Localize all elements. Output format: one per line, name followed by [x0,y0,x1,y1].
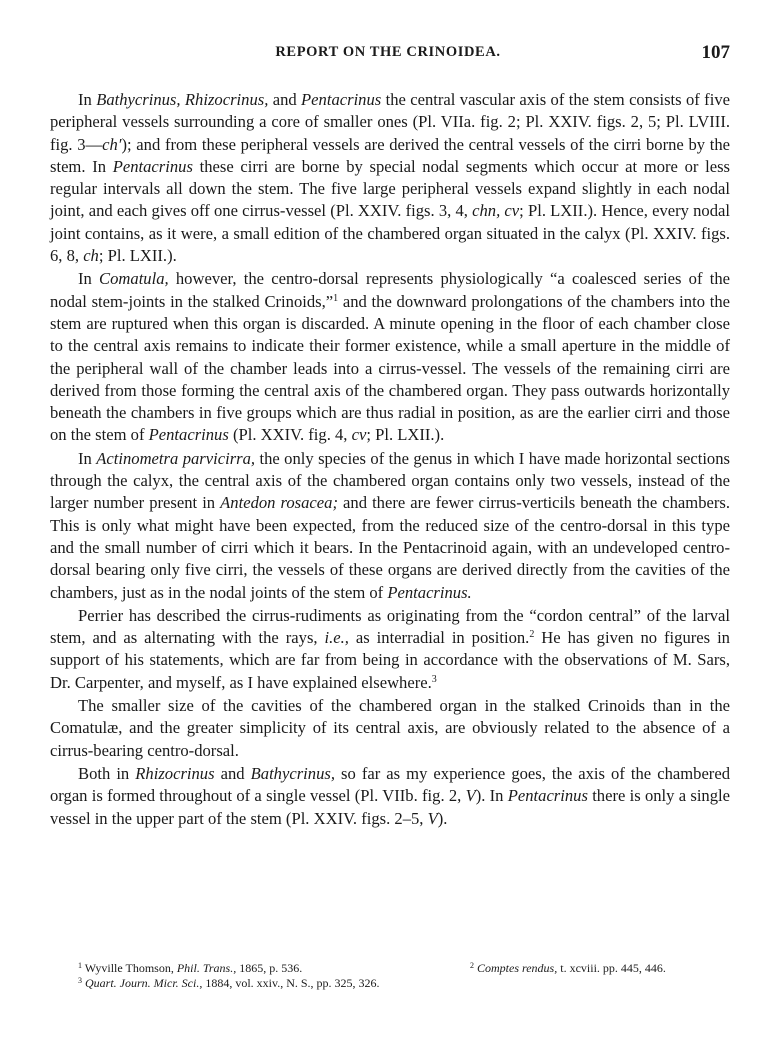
italic-term: cv [351,425,367,445]
paragraph: Both in Rhizocrinus and Bathycrinus, so far as my experience goes, the axis of the chambered organ is formed throughout of a single vessel (Pl. VIIb. fig. 2, V). In Pentacrinus there is only a single vessel in the upper part of the stem (Pl. XXIV. figs. 2–5, V). [50,763,730,828]
footnote-row [78,976,728,991]
italic-term: Phil. Trans., [176,961,237,975]
page-number: 107 [701,42,730,63]
running-title: REPORT ON THE CRINOIDEA. [275,44,501,60]
italic-term: Bathycrinus, Rhizocrinus, [96,90,269,109]
paragraph: In Comatula, however, the centro-dorsal represents physiologically “a coalesced series of the nodal stem-joints in the stalked Crinoids,”$^1$ and the downward prolongations of the chambers into the stem are ruptured when this organ is discarded. A minute opening in the floor of each chamber close to the central axis remains to indicate their former existence, while a small aperture in the middle of the peripheral wall of the chamber leads into a cirrus-vessel. The vessels of the remaining cirri are derived from those forming the central axis of the chambered organ. They pass outwards horizontally beneath the chambers in five groups which are thus radial in position, as are the earlier cirri and those on the stem of Pentacrinus (Pl. XXIV. fig. 4, cv; Pl. LXII.). [50,269,730,445]
footnote-3: $^3$ Quart. Journ. Micr. Sci., 1884, vol. xxiv., N. S., pp. 325, 326. [78,976,380,990]
footnote-marker: 2 [470,961,474,970]
italic-term: i.e., [324,628,349,648]
italic-term: Rhizocrinus [135,763,215,783]
footnote-1: $^1$ Wyville Thomson, Phil. Trans., 1865, p. 536. [78,961,303,975]
italic-term: Actinometra parvicirra, [96,448,256,468]
footnote-marker: 2 [529,629,535,641]
paragraph: The smaller size of the cavities of the chambered organ in the stalked Crinoids than in the Comatulæ, and the greater simplicity of its central axis, are obviously related to the absence of a cirrus-bearing centro-dorsal. [50,696,730,760]
italic-term: chn, cv [472,201,520,221]
italic-term: Pentacrinus [301,90,382,109]
footnote-row [78,961,728,976]
italic-term: V [465,786,476,806]
italic-term: Comptes rendus, [477,961,558,975]
italic-term: Comatula, [99,269,169,289]
footnote-marker: 3 [431,673,437,685]
paragraph: In Bathycrinus, Rhizocrinus, and Pentacrinus the central vascular axis of the stem consists of five peripheral vessels surrounding a core of smaller ones (Pl. VIIa. fig. 2; Pl. XXIV. figs. 2, 5; Pl. LVIII. fig. 3—ch′); and from these peripheral vessels are derived the central vessels of the cirri borne by the stem. In Pentacrinus these cirri are borne by special nodal segments which occur at more or less regular intervals all down the stem. The five large peripheral vessels expand slightly in each nodal joint, and each gives off one cirrus-vessel (Pl. XXIV. figs. 3, 4, chn, cv; Pl. LXII.). Hence, every nodal joint contains, as it were, a small edition of the chambered organ situated in the calyx (Pl. XXIV. figs. 6, 8, ch; Pl. LXII.). [50,90,731,266]
italic-term: Pentacrinus [148,425,229,445]
italic-term: Bathycrinus, [250,763,335,783]
paragraph: Perrier has described the cirrus-rudiments as originating from the “cordon central” of the larval stem, and as alternating with the rays, i.e., as interradial in position.$^2$ He has given no figures in support of his statements, which are far from being in accordance with the observations of M. Sars, Dr. Carpenter, and myself, as I have explained elsewhere.$^3$ [50,605,730,692]
footnote-marker: 1 [333,292,339,304]
footnotes [78,961,728,991]
italic-term: Pentacrinus [507,786,588,806]
body-text [50,89,730,831]
italic-term: Quart. Journ. Micr. Sci., [85,976,203,990]
footnote-2: $^2$ Comptes rendus, t. xcviii. pp. 445, 446. [470,961,666,975]
footnote-marker: 1 [78,961,82,970]
footnote-marker: 3 [78,976,82,985]
paragraph: In Actinometra parvicirra, the only species of the genus in which I have made horizontal sections through the calyx, the central axis of the chambered organ contains only two vessels, instead of the larger number present in Antedon rosacea; and there are fewer cirrus-verticils beneath the chambers. This is only what might have been expected, from the reduced size of the centro-dorsal in this type and the small number of cirri which it bears. In the Pentacrinoid again, with an undeveloped centro-dorsal bearing only five cirri, the vessels of these organs are derived directly from the cavities of the chambers, just as in the nodal joints of the stem of Pentacrinus. [50,448,730,602]
italic-term: Pentacrinus [112,156,193,176]
italic-term: Pentacrinus. [387,582,472,602]
italic-term: V [427,808,438,828]
running-header [0,42,776,66]
italic-term: ch [83,246,99,266]
italic-term: Antedon rosacea; [220,493,338,513]
italic-term: ch′ [102,134,122,154]
